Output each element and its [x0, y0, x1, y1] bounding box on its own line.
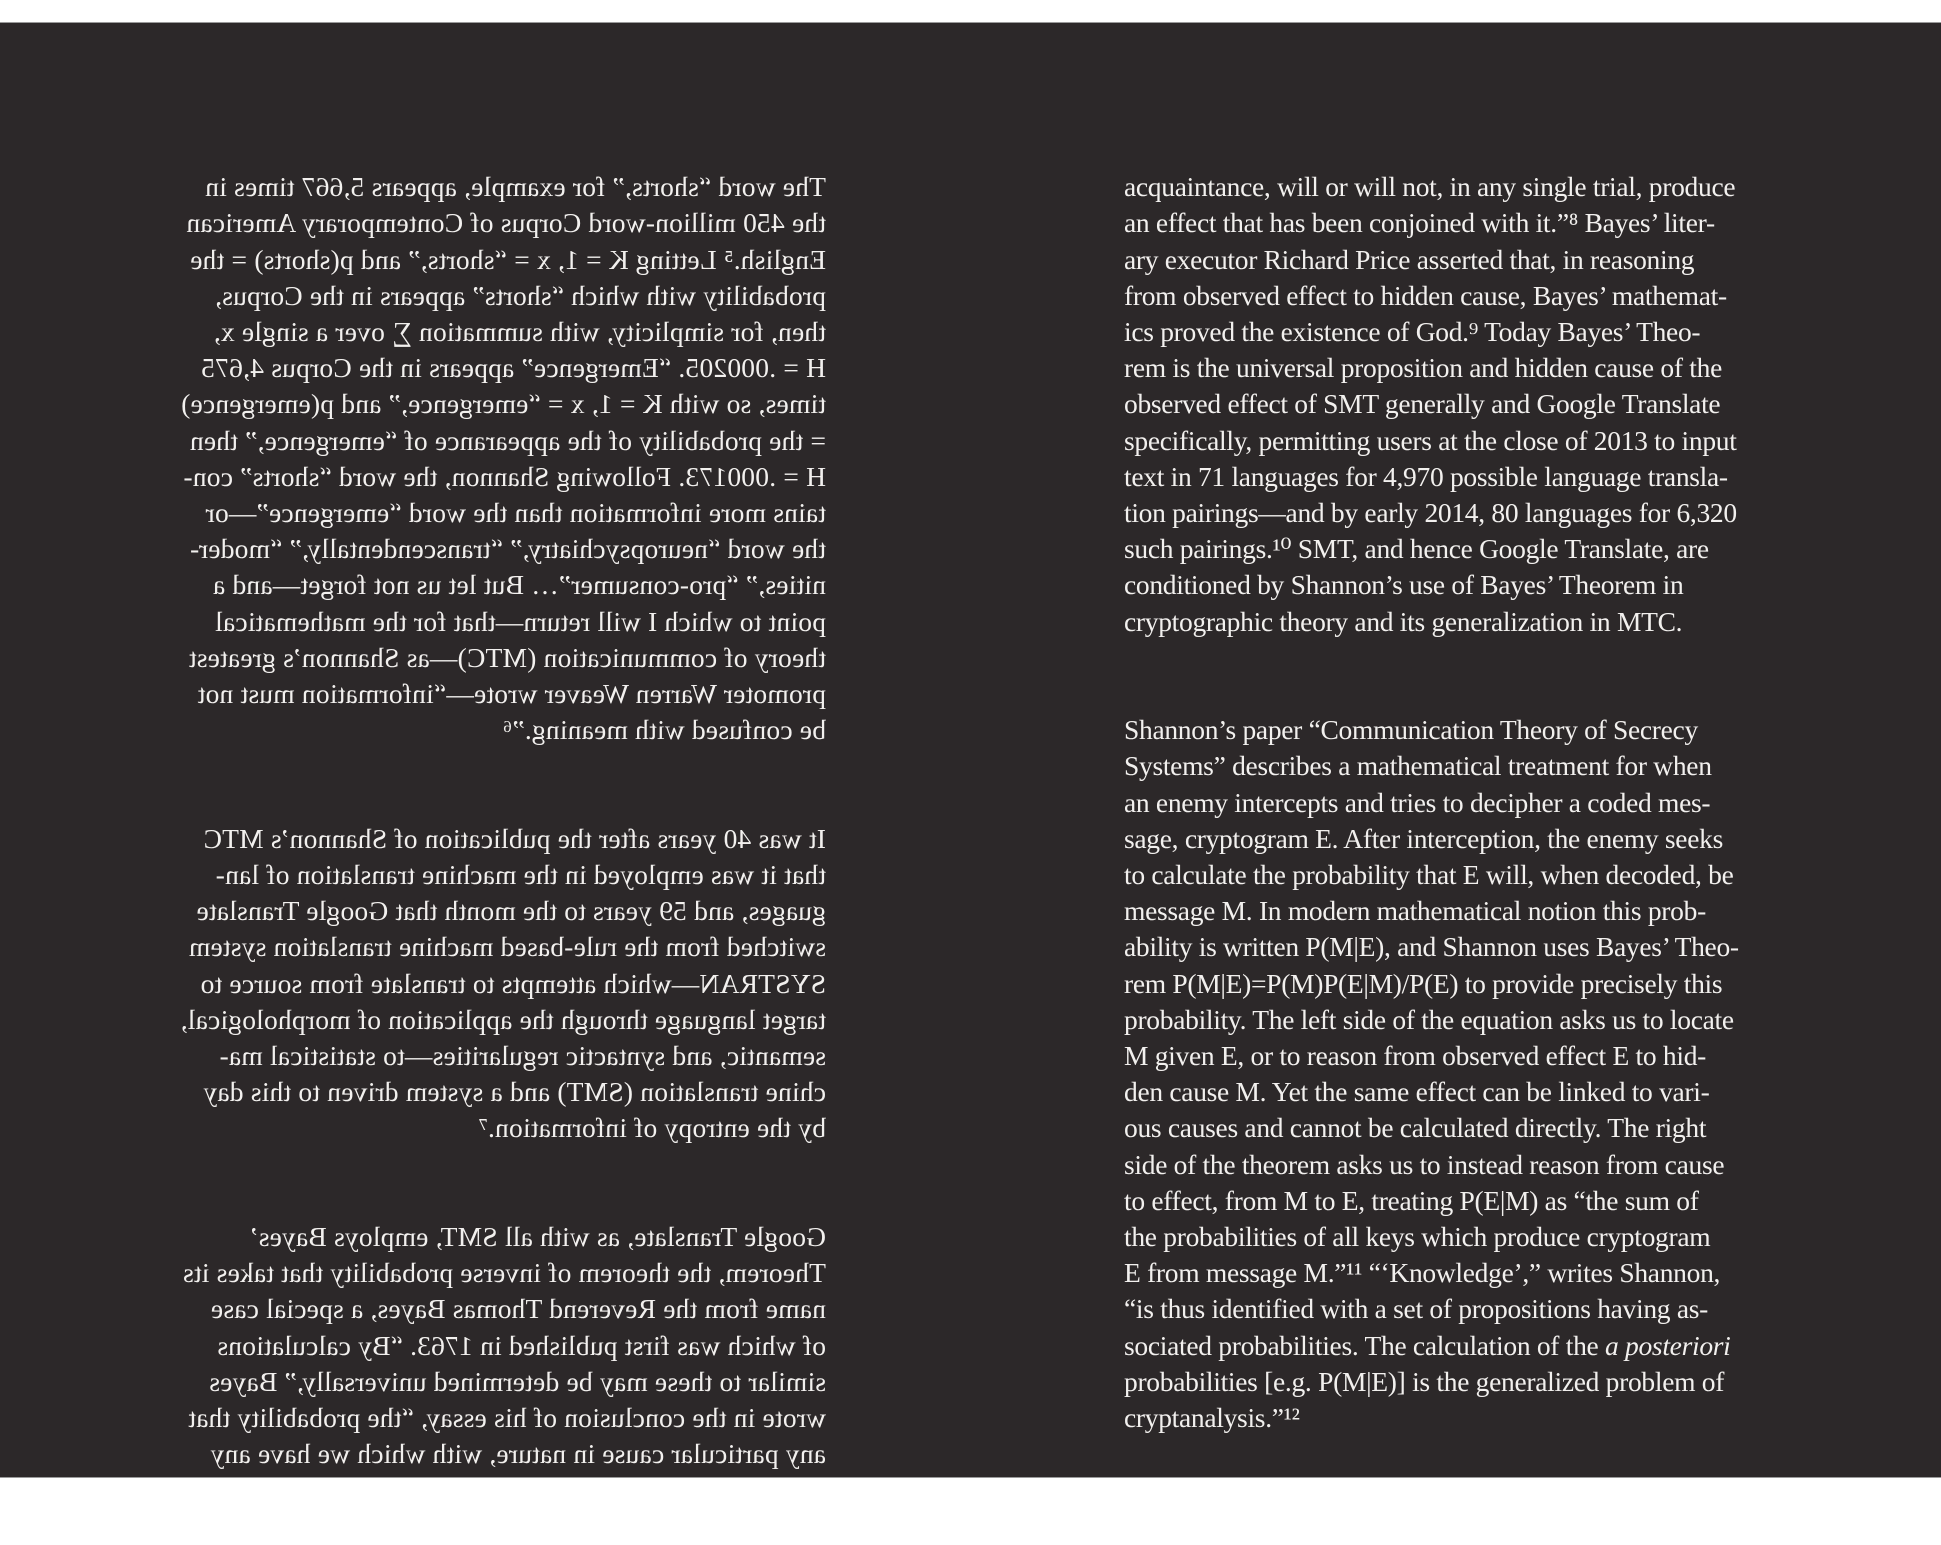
left-paragraph-1 — [126, 169, 826, 748]
right-paragraph-1 — [1124, 169, 1824, 640]
text-line: target language through the application of morphological, — [180, 1003, 826, 1035]
text-line: ability is written P(M|E), and Shannon uses Bayes’ Theo- — [1124, 931, 1739, 963]
text-line: by the entropy of information.⁷ — [477, 1112, 826, 1144]
text-line: times, so with K = 1, x = “emergence,” and p(emergence) — [180, 388, 826, 420]
left-paragraph-3 — [126, 1219, 826, 1472]
text-line: sage, cryptogram E. After interception, the enemy seeks — [1124, 822, 1723, 854]
text-line: H = .000173. Following Shannon, the word “shorts” con- — [183, 460, 826, 492]
text-line: wrote in the conclusion of his essay, “the probability that — [188, 1402, 826, 1434]
text-line: the probabilities of all keys which produce cryptogram — [1124, 1221, 1711, 1253]
text-line: H = .000205. “Emergence” appears in the Corpus 4,675 — [201, 352, 826, 384]
text-line: text in 71 languages for 4,970 possible language transla- — [1124, 460, 1728, 492]
text-line: message M. In modern mathematical notion this prob- — [1124, 895, 1706, 927]
text-line: observed effect of SMT generally and Google Translate — [1124, 388, 1721, 420]
text-line: specifically, permitting users at the close of 2013 to input — [1124, 424, 1737, 456]
text-line: to calculate the probability that E will, when decoded, be — [1124, 859, 1734, 891]
text-line: from observed effect to hidden cause, Bayes’ mathemat- — [1124, 279, 1727, 311]
text-line: E from message M.”¹¹ “‘Knowledge’,” writes Shannon, — [1124, 1257, 1721, 1289]
text-line: be confused with meaning.”⁶ — [502, 714, 826, 746]
text-line: probability with which “shorts” appears in the Corpus, — [214, 279, 826, 311]
text-line: acquaintance, will or will not, in any single trial, produce — [1124, 171, 1736, 203]
text-line: probabilities [e.g. P(M|E)] is the generalized problem of — [1124, 1365, 1725, 1397]
text-line: name from the Reverend Thomas Bayes, a special case — [210, 1293, 826, 1325]
text-line: Theorem, the theorem of inverse probability that takes its — [182, 1257, 826, 1289]
text-line: tion pairings—and by early 2014, 80 languages for 6,320 — [1124, 497, 1737, 529]
text-line: any particular cause in nature, with which we have any — [210, 1438, 826, 1470]
text-line: tains more information than the word “emergence”—or — [205, 497, 826, 529]
text-line: switched from the rule-based machine translation system — [188, 931, 826, 963]
text-line: ous causes and cannot be calculated directly. The right — [1124, 1112, 1707, 1144]
text-line: an effect that has been conjoined with it.”⁸ Bayes’ liter- — [1124, 207, 1715, 239]
text-line: then, for simplicity, with summation ∑ over a single x, — [213, 316, 826, 348]
text-line: = the probability of the appearance of “emergence,” then — [189, 424, 826, 456]
text-line: that it was employed in the machine translation of lan- — [215, 859, 826, 891]
left-page-mirrored — [126, 133, 826, 1545]
text-line: theory of communication (MTC)—as Shannon’s greatest — [188, 641, 826, 673]
text-line: den cause M. Yet the same effect can be linked to vari- — [1124, 1076, 1710, 1108]
text-line: to effect, from M to E, treating P(E|M) as “the sum of — [1124, 1184, 1699, 1216]
text-line: sociated probabilities. The calculation of the a posteriori — [1124, 1329, 1731, 1361]
text-line: similar to these may be determined universally,” Bayes — [209, 1365, 826, 1397]
right-paragraph-2 — [1124, 712, 1824, 1436]
italic-phrase: a posteriori — [1605, 1329, 1731, 1361]
text-line: of which was first published in 1763. “By calculations — [217, 1329, 826, 1361]
text-line: Google Translate, as with all SMT, employs Bayes’ — [249, 1221, 826, 1253]
left-paragraph-2 — [126, 821, 826, 1147]
text-line: The word “shorts,” for example, appears 5,667 times in — [205, 171, 826, 203]
text-line: ics proved the existence of God.⁹ Today Bayes’ Theo- — [1124, 316, 1701, 348]
text-line: an enemy intercepts and tries to decipher a coded mes- — [1124, 786, 1711, 818]
text-line: such pairings.¹⁰ SMT, and hence Google Translate, are — [1124, 533, 1709, 565]
text-line: promoter Warren Weaver wrote—“information must not — [197, 678, 826, 710]
text-line: rem is the universal proposition and hidden cause of the — [1124, 352, 1722, 384]
text-line: semantic, and syntactic regularities—to statistical ma- — [219, 1040, 826, 1072]
text-line: Shannon’s paper “Communication Theory of Secrecy — [1124, 714, 1698, 746]
text-line: English.⁵ Letting K = 1, x = “shorts,” and p(shorts) = the — [190, 243, 826, 275]
right-page — [1124, 133, 1824, 1509]
text-line: M given E, or to reason from observed effect E to hid- — [1124, 1040, 1707, 1072]
text-line: point to which I will return—that for the mathematical — [214, 605, 826, 637]
text-line: probability. The left side of the equation asks us to locate — [1124, 1003, 1734, 1035]
text-line: conditioned by Shannon’s use of Bayes’ Theorem in — [1124, 569, 1684, 601]
text-line: the word “neuropsychiatry,” “transcendentally,” “moder- — [189, 533, 826, 565]
text-line: cryptanalysis.”¹² — [1124, 1402, 1300, 1434]
text-line: Systems” describes a mathematical treatment for when — [1124, 750, 1712, 782]
text-line: It was 40 years after the publication of Shannon’s MTC — [203, 822, 826, 854]
text-line: chine translation (SMT) and a system driven to this day — [203, 1076, 826, 1108]
text-line: guages, and 59 years to the month that Google Translate — [196, 895, 826, 927]
text-line: the 450 million-word Corpus of Contemporary American — [186, 207, 826, 239]
book-spread — [0, 22, 1941, 1478]
text-line: nities,” “pro-consumer”… But let us not forget—and a — [212, 569, 826, 601]
text-line: ary executor Richard Price asserted that, in reasoning — [1124, 243, 1695, 275]
text-line: SYSTRAN—which attempts to translate from source to — [200, 967, 826, 999]
text-line: “is thus identified with a set of propositions having as- — [1124, 1293, 1708, 1325]
text-line: cryptographic theory and its generalization in MTC. — [1124, 605, 1683, 637]
text-line: side of the theorem asks us to instead reason from cause — [1124, 1148, 1725, 1180]
text-line: rem P(M|E)=P(M)P(E|M)/P(E) to provide precisely this — [1124, 967, 1723, 999]
